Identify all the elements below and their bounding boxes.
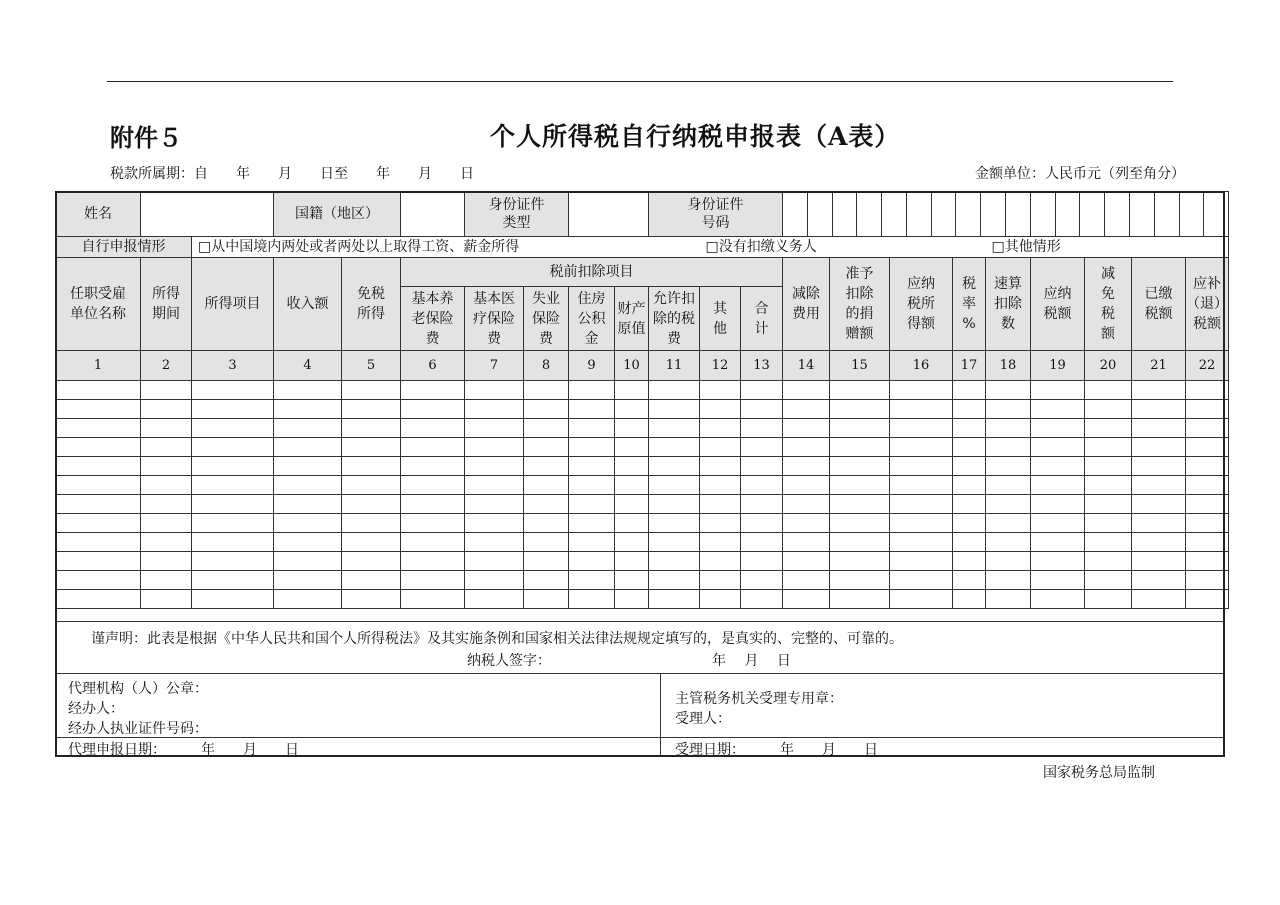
col-quick-deduction: 速算 扣除 数 [986,258,1031,351]
col-tax-reduction: 减 免 税 额 [1085,258,1132,351]
col-tax-paid: 已缴 税额 [1132,258,1186,351]
supervision-note: 国家税务总局监制 [1043,765,1155,781]
col-pretax-group: 税前扣除项目 [401,258,783,287]
col-number: 16 [890,351,953,381]
col-tax-payable: 应纳 税额 [1031,258,1085,351]
col-number: 10 [615,351,649,381]
top-rule [107,81,1173,82]
authority-seal[interactable]: 主管税务机关受理专用章： [675,691,843,707]
col-property-value: 财产 原值 [615,287,649,351]
col-deduction-fee: 减除 费用 [783,258,830,351]
col-number: 13 [741,351,783,381]
col-number: 6 [401,351,465,381]
col-number: 7 [465,351,524,381]
authority-receiver[interactable]: 受理人： [675,711,731,727]
authority-receipt-date[interactable]: 受理日期： 年 月 日 [675,742,878,758]
col-number: 14 [783,351,830,381]
col-number: 5 [342,351,401,381]
col-number: 8 [524,351,569,381]
col-exempt: 免税 所得 [342,258,401,351]
nationality-label: 国籍（地区） [274,192,401,237]
tax-period: 税款所属期：自 年 月 日至 年 月 日 [110,166,474,182]
col-number: 20 [1085,351,1132,381]
col-period: 所得 期间 [141,258,192,351]
attachment-label: 附件５ [110,123,182,152]
taxpayer-signature[interactable]: 纳税人签字： 年 月 日 [467,653,791,669]
form-title: 个人所得税自行纳税申报表（A表） [490,122,901,151]
col-number: 1 [56,351,141,381]
col-number: 2 [141,351,192,381]
col-number: 4 [274,351,342,381]
agent-license[interactable]: 经办人执业证件号码： [68,721,208,737]
col-income: 收入额 [274,258,342,351]
amount-unit: 金额单位：人民币元（列至角分） [975,166,1185,182]
id-number-label: 身份证件 号码 [649,192,783,237]
col-medical: 基本医 疗保险 费 [465,287,524,351]
agent-filing-date[interactable]: 代理申报日期： 年 月 日 [68,742,299,758]
col-tax-refund: 应补 （退） 税额 [1186,258,1229,351]
col-pension: 基本养 老保险 费 [401,287,465,351]
col-other: 其 他 [700,287,741,351]
col-employer: 任职受雇 单位名称 [56,258,141,351]
situation-label: 自行申报情形 [56,237,192,258]
col-number: 21 [1132,351,1186,381]
col-number: 19 [1031,351,1085,381]
col-number: 18 [986,351,1031,381]
situation-option-no-withholder[interactable]: □没有扣缴义务人 [700,237,986,258]
col-number: 15 [830,351,890,381]
col-income-item: 所得项目 [192,258,274,351]
col-number: 9 [569,351,615,381]
col-housing-fund: 住房 公积 金 [569,287,615,351]
col-taxable-income: 应纳 税所 得额 [890,258,953,351]
name-label: 姓名 [56,192,141,237]
agent-seal[interactable]: 代理机构（人）公章： [68,681,208,697]
col-number: 11 [649,351,700,381]
situation-option-other[interactable]: □其他情形 [986,237,1229,258]
col-allowed-tax: 允许扣 除的税 费 [649,287,700,351]
col-unemployment: 失业 保险 费 [524,287,569,351]
col-number: 17 [953,351,986,381]
col-total: 合 计 [741,287,783,351]
form-frame [55,191,1225,757]
col-donation: 准予 扣除 的捐 赠额 [830,258,890,351]
col-number: 12 [700,351,741,381]
col-number: 3 [192,351,274,381]
col-tax-rate: 税 率 % [953,258,986,351]
id-type-label: 身份证件 类型 [465,192,569,237]
col-number: 22 [1186,351,1229,381]
agent-handler[interactable]: 经办人： [68,701,124,717]
declaration-statement: 谨声明：此表是根据《中华人民共和国个人所得税法》及其实施条例和国家相关法律法规规定填写的，是真实的、完整的、可靠的。 [91,631,903,647]
situation-option-multiple-employers[interactable]: □从中国境内两处或者两处以上取得工资、薪金所得 [192,237,700,258]
